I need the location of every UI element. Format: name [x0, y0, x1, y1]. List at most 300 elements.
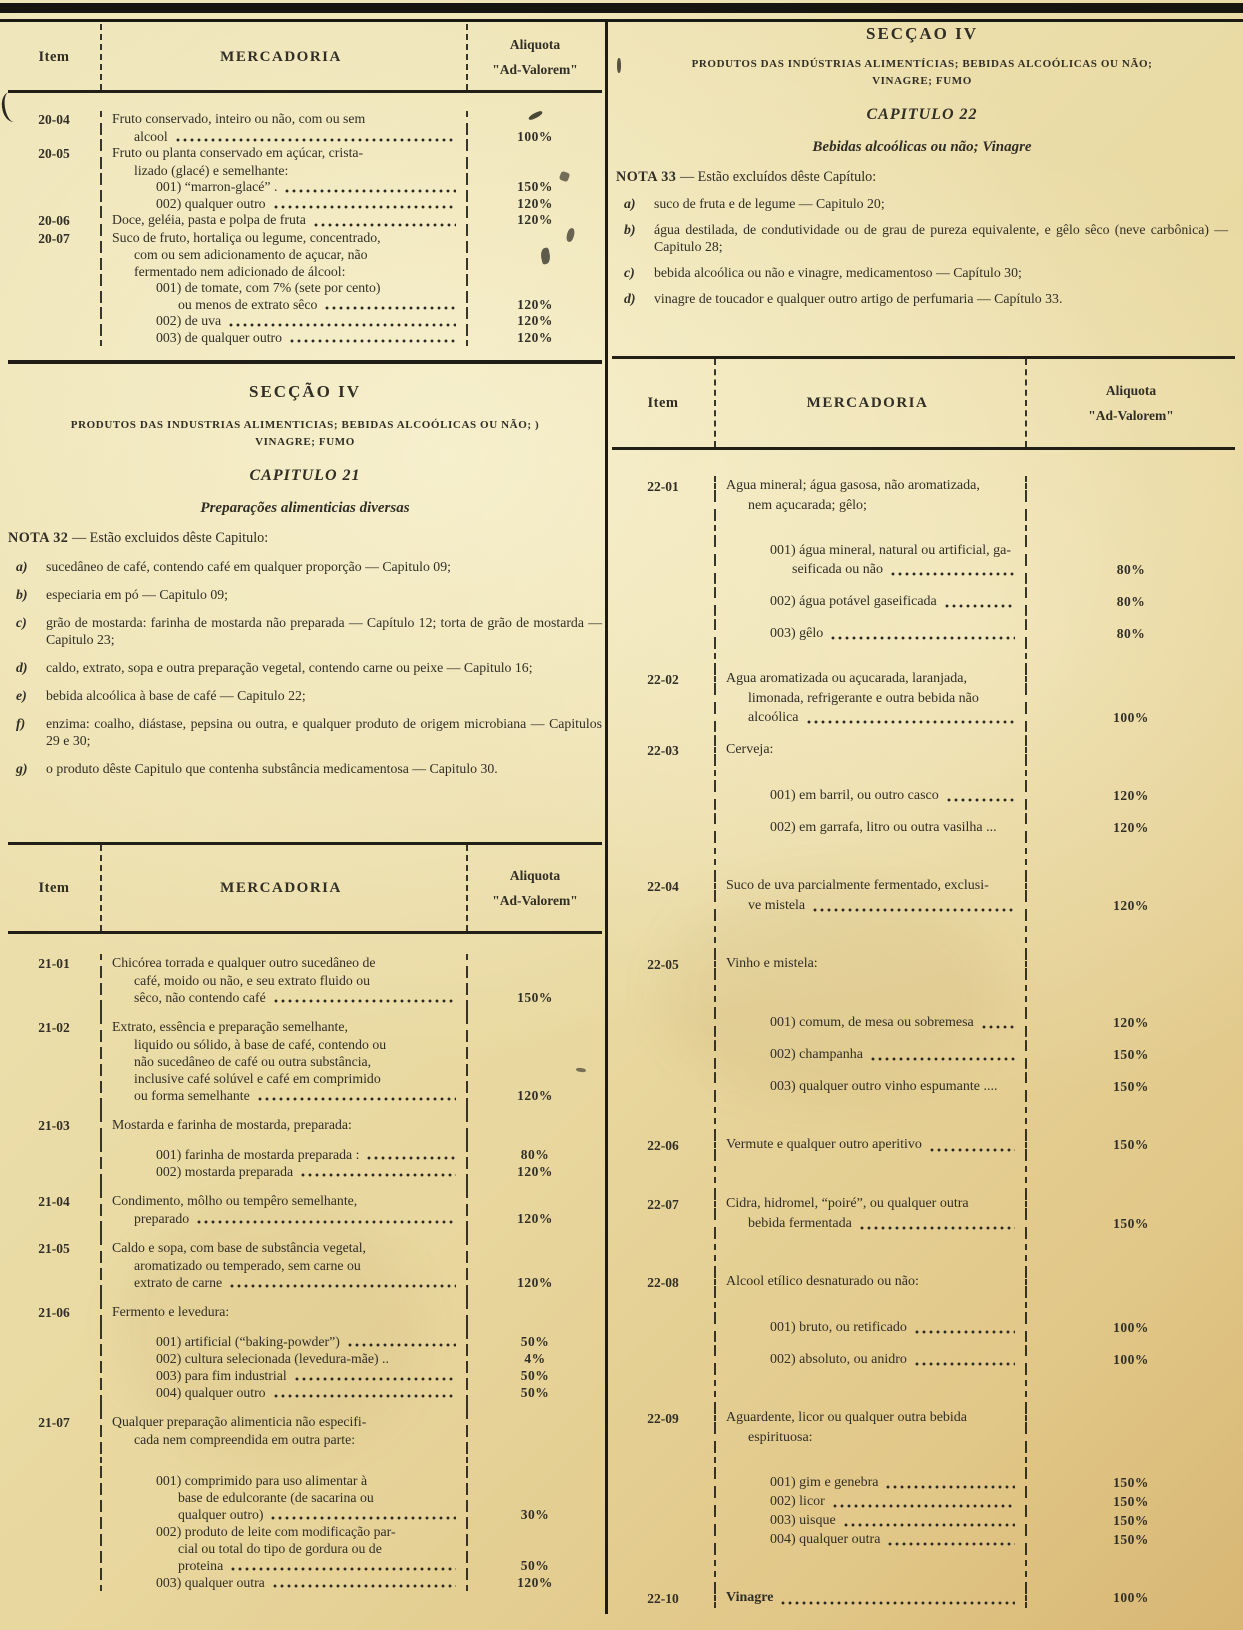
- dotted-leader: [290, 339, 456, 343]
- table-row: [8, 1523, 602, 1540]
- table-row: [8, 1367, 602, 1384]
- mercadoria-cell: [100, 1574, 468, 1591]
- table-gap: [612, 805, 1235, 818]
- table-gap: [612, 611, 1235, 624]
- aliquota-value: [468, 1540, 602, 1557]
- item-code: [8, 1472, 100, 1489]
- mercadoria-cell: [714, 1013, 1027, 1032]
- table-row: [612, 541, 1235, 560]
- dotted-leader: [781, 1601, 1015, 1605]
- aliquota-value: [468, 1116, 602, 1134]
- mercadoria-cell: [100, 163, 468, 180]
- aliquota-value: 50%: [520, 1368, 550, 1383]
- table-row: [8, 163, 602, 180]
- mercadoria-cell: [714, 541, 1027, 560]
- dotted-leader: [285, 189, 456, 193]
- aliquota-value: [468, 1431, 602, 1448]
- table-row: [612, 818, 1235, 837]
- item-code: [8, 1540, 100, 1557]
- table-row: [8, 1210, 602, 1227]
- item-code: [8, 1367, 100, 1384]
- description-text: 001) farinha de mostarda preparada :: [156, 1147, 360, 1162]
- aliquota-value: [1027, 541, 1235, 560]
- mercadoria-cell: [714, 515, 1027, 541]
- item-code: [8, 1291, 100, 1303]
- description-text: ou forma semelhante: [134, 1088, 250, 1103]
- header-mercadoria: MERCADORIA: [100, 24, 468, 90]
- item-code: [612, 818, 714, 837]
- table-row: [612, 1428, 1235, 1447]
- description-text: 002) licor: [770, 1494, 825, 1509]
- table-gap: [612, 727, 1235, 740]
- dotted-leader: [301, 1173, 456, 1177]
- description-text: base de edulcorante (de sacarina ou: [178, 1490, 374, 1505]
- item-code: [8, 1227, 100, 1239]
- item-code: [8, 297, 100, 314]
- description-text: café, moido ou não, e seu extrato fluido ou: [134, 973, 371, 988]
- aliquota-value: [468, 1291, 602, 1303]
- header-aliquota-line2: "Ad-Valorem": [492, 61, 578, 77]
- dotted-leader: [833, 1504, 1015, 1508]
- header-aliquota-line1: Aliquota: [509, 36, 561, 52]
- item-code: [612, 760, 714, 786]
- table-row: [8, 989, 602, 1006]
- mercadoria-cell: [714, 1214, 1027, 1233]
- mercadoria-cell: [714, 476, 1027, 496]
- description-text: Chicórea torrada e qualquer outro sucedâneo de: [112, 955, 376, 970]
- mercadoria-cell: [714, 915, 1027, 954]
- item-code: [612, 1337, 714, 1350]
- item-code: [8, 1321, 100, 1333]
- aliquota-value: [468, 1523, 602, 1540]
- table-gap: [612, 1155, 1235, 1194]
- table-row: [8, 1540, 602, 1557]
- aliquota-value: [1027, 496, 1235, 515]
- description-text: bebida fermentada: [748, 1216, 852, 1231]
- chapter-subtitle: Preparações alimenticias diversas: [200, 500, 410, 516]
- dotted-leader: [348, 1343, 456, 1347]
- table-row: [8, 1087, 602, 1104]
- description-text: 004) qualquer outro: [156, 1385, 266, 1400]
- aliquota-value: [1027, 1549, 1235, 1588]
- item-code: [612, 1077, 714, 1096]
- note-text: caldo, extrato, sopa e outra preparação vegetal, contendo carne ou peixe — Capitulo 16;: [46, 660, 533, 675]
- mercadoria-cell: [714, 740, 1027, 760]
- table-row: [8, 196, 602, 213]
- nota-heading: [8, 530, 602, 547]
- aliquota-value: 100%: [1113, 710, 1149, 725]
- mercadoria-cell: [714, 760, 1027, 786]
- description-text: proteina: [178, 1558, 224, 1573]
- dotted-leader: [807, 720, 1015, 724]
- note-text: especiaria em pó — Capitulo 09;: [46, 587, 228, 602]
- table-row: [612, 1077, 1235, 1096]
- mercadoria-cell: [100, 1257, 468, 1274]
- table-row: [612, 1530, 1235, 1549]
- aliquota-value: 150%: [517, 179, 553, 194]
- table-gap: [8, 1321, 602, 1333]
- aliquota-value: [468, 954, 602, 972]
- note-item-c: [8, 614, 602, 648]
- table-row: [8, 179, 602, 196]
- description-text: não sucedâneo de café ou outra substância,: [134, 1054, 372, 1069]
- mercadoria-cell: [714, 643, 1027, 669]
- item-code: [612, 896, 714, 915]
- item-code: [612, 1447, 714, 1473]
- item-code: 21-05: [38, 1241, 70, 1256]
- item-code: 21-07: [38, 1415, 70, 1430]
- item-code: [8, 1506, 100, 1523]
- aliquota-value: 150%: [1113, 1137, 1149, 1152]
- table-row: [612, 1194, 1235, 1214]
- note-item-d: [8, 659, 602, 676]
- aliquota-value: 150%: [1113, 1532, 1149, 1547]
- header-aliquota-line2: "Ad-Valorem": [1088, 407, 1174, 423]
- item-code: [8, 1523, 100, 1540]
- mercadoria-cell: [100, 1367, 468, 1384]
- header-item: Item: [647, 394, 679, 411]
- description-text: 001) em barril, ou outro casco: [770, 788, 939, 803]
- table-row: [612, 624, 1235, 643]
- table-row: [612, 876, 1235, 896]
- description-text: ve mistela: [748, 898, 806, 913]
- item-code: [8, 1104, 100, 1116]
- note-item-a: [616, 195, 1228, 212]
- nota-text: — Estão excluidos dêste Capitulo:: [68, 530, 269, 546]
- item-code: [612, 837, 714, 876]
- mercadoria-cell: [714, 689, 1027, 708]
- mercadoria-cell: [100, 145, 468, 163]
- description-text: nem açucarada; gêlo;: [748, 498, 867, 513]
- item-code: 20-06: [38, 213, 70, 228]
- mercadoria-cell: [100, 1413, 468, 1431]
- aliquota-value: [1027, 643, 1235, 669]
- item-code: [612, 1369, 714, 1408]
- mercadoria-cell: [100, 1210, 468, 1227]
- table-row: [8, 1070, 602, 1087]
- aliquota-value: [468, 247, 602, 264]
- item-code: [612, 541, 714, 560]
- dotted-leader: [888, 1542, 1015, 1546]
- mercadoria-cell: [714, 1588, 1027, 1608]
- dotted-leader: [229, 323, 456, 327]
- mercadoria-cell: [714, 1135, 1027, 1155]
- description-text: 003) gêlo: [770, 626, 824, 641]
- table-gap: [8, 1448, 602, 1472]
- aliquota-value: [1027, 669, 1235, 689]
- aliquota-value: [468, 264, 602, 281]
- mercadoria-cell: [100, 1018, 468, 1036]
- aliquota-value: 120%: [517, 1575, 553, 1590]
- table-gap: [8, 1180, 602, 1192]
- aliquota-value: 120%: [1113, 898, 1149, 913]
- table-row: [8, 1472, 602, 1489]
- ink-smudge: [617, 58, 621, 73]
- mercadoria-cell: [714, 1155, 1027, 1194]
- item-code: 21-01: [38, 956, 70, 971]
- mercadoria-cell: [714, 1194, 1027, 1214]
- mercadoria-cell: [100, 330, 468, 347]
- mercadoria-cell: [100, 1104, 468, 1116]
- aliquota-value: [468, 1413, 602, 1431]
- dotted-leader: [197, 1220, 456, 1224]
- table-row: [612, 1350, 1235, 1369]
- aliquota-value: 150%: [1113, 1216, 1149, 1231]
- mercadoria-cell: [100, 1431, 468, 1448]
- item-code: [8, 972, 100, 989]
- table-gap: [612, 1233, 1235, 1272]
- mercadoria-cell: [714, 611, 1027, 624]
- tariff-table-chapter21: [8, 842, 602, 1603]
- item-code: 20-04: [38, 112, 70, 127]
- header-aliquota: [468, 845, 602, 931]
- dotted-leader: [860, 1226, 1015, 1230]
- mercadoria-cell: [100, 1489, 468, 1506]
- mercadoria-cell: [100, 1180, 468, 1192]
- aliquota-value: [1027, 1155, 1235, 1194]
- description-text: 004) qualquer outra: [770, 1532, 881, 1547]
- aliquota-value: [468, 1192, 602, 1210]
- mercadoria-cell: [714, 954, 1027, 974]
- aliquota-value: 120%: [517, 1088, 553, 1103]
- mercadoria-cell: [714, 1032, 1027, 1045]
- description-text: qualquer outro): [178, 1507, 264, 1522]
- mercadoria-cell: [100, 1227, 468, 1239]
- table-gap: [612, 1292, 1235, 1318]
- description-text: fermentado nem adicionado de álcool:: [134, 263, 346, 279]
- mercadoria-cell: [100, 1036, 468, 1053]
- description-text: 002) cultura selecionada (levedura-mãe) ..: [156, 1351, 389, 1366]
- aliquota-value: [1027, 760, 1235, 786]
- mercadoria-cell: [714, 974, 1027, 1013]
- note-item-g: [8, 760, 602, 777]
- section-subtitle-line2: VINAGRE; FUMO: [255, 436, 355, 448]
- note-item-b: [616, 221, 1228, 255]
- header-aliquota: [1027, 359, 1235, 447]
- item-code: 22-06: [647, 1138, 679, 1153]
- aliquota-value: [1027, 1032, 1235, 1045]
- table-gap: [612, 1096, 1235, 1135]
- description-text: extrato de carne: [134, 1275, 223, 1290]
- table-row: [8, 954, 602, 972]
- table-gap: [612, 643, 1235, 669]
- item-code: 20-07: [38, 230, 70, 246]
- dotted-leader: [844, 1523, 1015, 1527]
- mercadoria-cell: [100, 1163, 468, 1180]
- item-code: [8, 1274, 100, 1291]
- aliquota-value: 50%: [520, 1334, 550, 1349]
- table-row: [612, 476, 1235, 496]
- description-text: 001) bruto, ou retificado: [770, 1320, 907, 1335]
- aliquota-value: [1027, 1337, 1235, 1350]
- mercadoria-cell: [714, 560, 1027, 579]
- section-title: SECÇÃO IV: [249, 382, 361, 401]
- table-row: [612, 896, 1235, 915]
- note-letter: e): [16, 688, 27, 703]
- table-row: [612, 496, 1235, 515]
- item-code: [8, 1257, 100, 1274]
- nota-heading: [616, 169, 1228, 186]
- table-row: [8, 972, 602, 989]
- aliquota-value: [1027, 1064, 1235, 1077]
- table-row: [8, 1257, 602, 1274]
- item-code: 21-06: [38, 1305, 70, 1320]
- mercadoria-cell: [100, 129, 468, 146]
- description-text: 001) “marron-glacé” .: [156, 179, 278, 194]
- description-text: lizado (glacé) e semelhante:: [134, 162, 289, 178]
- table-body: [612, 450, 1235, 1620]
- mercadoria-cell: [100, 1350, 468, 1367]
- header-mercadoria: MERCADORIA: [100, 845, 468, 931]
- section-chapter21: [8, 382, 602, 777]
- description-text: Cidra, hidromel, “poiré”, ou qualquer outra: [726, 1196, 969, 1211]
- mercadoria-cell: [714, 1473, 1027, 1492]
- description-text: ou menos de extrato sêco: [178, 296, 318, 312]
- aliquota-value: [468, 1239, 602, 1257]
- aliquota-value: 4%: [524, 1351, 546, 1366]
- mercadoria-cell: [100, 313, 468, 330]
- aliquota-value: 30%: [520, 1507, 550, 1522]
- mercadoria-cell: [714, 727, 1027, 740]
- aliquota-value: 150%: [1113, 1513, 1149, 1528]
- item-code: [612, 1064, 714, 1077]
- item-code: [8, 1384, 100, 1401]
- item-code: [612, 560, 714, 579]
- note-text: grão de mostarda: farinha de mostarda não preparada — Capítulo 12; torta de grão de mostarda — Capitulo 23;: [46, 615, 602, 647]
- item-code: [612, 1492, 714, 1511]
- description-text: inclusive café solúvel e café em comprimido: [134, 1071, 381, 1086]
- item-code: [8, 1557, 100, 1574]
- mercadoria-cell: [100, 1116, 468, 1134]
- dotted-leader: [831, 636, 1015, 640]
- mercadoria-cell: [714, 1337, 1027, 1350]
- aliquota-value: 100%: [1113, 1352, 1149, 1367]
- description-text: 001) de tomate, com 7% (sete por cento): [156, 280, 381, 295]
- description-text: espirituosa:: [748, 1430, 813, 1445]
- aliquota-value: [468, 1303, 602, 1321]
- aliquota-value: 120%: [517, 313, 553, 328]
- aliquota-value: 120%: [1113, 788, 1149, 803]
- description-text: Extrato, essência e preparação semelhante,: [112, 1019, 348, 1034]
- note-item-f: [8, 715, 602, 749]
- mercadoria-cell: [100, 1523, 468, 1540]
- description-text: Vinagre: [726, 1590, 774, 1605]
- aliquota-value: [1027, 611, 1235, 624]
- mercadoria-cell: [714, 708, 1027, 727]
- description-text: com ou sem adicionamento de açucar, não: [134, 247, 368, 262]
- dotted-leader: [274, 1394, 456, 1398]
- description-text: 002) champanha: [770, 1047, 863, 1062]
- aliquota-value: 80%: [1116, 626, 1146, 641]
- note-item-d: [616, 290, 1228, 307]
- mercadoria-cell: [100, 1070, 468, 1087]
- table-gap: [612, 974, 1235, 1013]
- mercadoria-cell: [100, 1006, 468, 1018]
- mercadoria-cell: [714, 1369, 1027, 1408]
- header-mercadoria: MERCADORIA: [714, 359, 1027, 447]
- header-aliquota-line1: Aliquota: [1105, 382, 1157, 398]
- aliquota-value: [1027, 579, 1235, 592]
- table-row: [8, 264, 602, 281]
- mercadoria-cell: [100, 989, 468, 1006]
- mercadoria-cell: [100, 1557, 468, 1574]
- description-text: 003) de qualquer outro: [156, 329, 283, 345]
- description-text: 002) em garrafa, litro ou outra vasilha ...: [770, 820, 997, 835]
- item-code: [8, 1333, 100, 1350]
- aliquota-value: 120%: [517, 212, 553, 227]
- item-code: [8, 129, 100, 146]
- mercadoria-cell: [714, 1511, 1027, 1530]
- description-text: 002) produto de leite com modificação par-: [156, 1524, 396, 1539]
- mercadoria-cell: [100, 280, 468, 297]
- mercadoria-cell: [714, 786, 1027, 805]
- item-code: [8, 1163, 100, 1180]
- note-item-b: [8, 586, 602, 603]
- item-code: 22-09: [647, 1411, 679, 1426]
- table-row: [8, 230, 602, 248]
- description-text: alcool: [134, 128, 168, 144]
- note-letter: g): [16, 761, 28, 776]
- table-body: [8, 93, 602, 360]
- item-code: 22-04: [647, 879, 679, 894]
- item-code: [612, 689, 714, 708]
- dotted-leader: [271, 1516, 456, 1520]
- table-header: [612, 359, 1235, 450]
- table-gap: [612, 760, 1235, 786]
- item-code: 21-03: [38, 1118, 70, 1133]
- mercadoria-cell: [714, 1045, 1027, 1064]
- item-code: [8, 1134, 100, 1146]
- dotted-leader: [947, 798, 1015, 802]
- item-code: 22-01: [647, 479, 679, 494]
- item-code: [8, 1036, 100, 1053]
- note-text: o produto dêste Capitulo que contenha substância medicamentosa — Capitulo 30.: [46, 761, 498, 776]
- description-text: Caldo e sopa, com base de substância vegetal,: [112, 1240, 367, 1255]
- mercadoria-cell: [100, 1087, 468, 1104]
- mercadoria-cell: [714, 1549, 1027, 1588]
- nota-label: NOTA 32: [8, 530, 69, 546]
- table-row: [8, 111, 602, 129]
- aliquota-value: [468, 1257, 602, 1274]
- item-code: [612, 579, 714, 592]
- note-text: suco de fruta e de legume — Capitulo 20;: [654, 196, 885, 211]
- table-gap: [612, 1369, 1235, 1408]
- dotted-leader: [367, 1156, 456, 1160]
- mercadoria-cell: [714, 1492, 1027, 1511]
- item-code: [8, 1401, 100, 1413]
- item-code: [612, 786, 714, 805]
- table-row: [612, 1588, 1235, 1608]
- dotted-leader: [982, 1025, 1015, 1029]
- item-code: [8, 313, 100, 330]
- aliquota-value: [1027, 1194, 1235, 1214]
- item-code: 22-02: [647, 672, 679, 687]
- note-item-c: [616, 264, 1228, 281]
- aliquota-value: [1027, 1233, 1235, 1272]
- note-text: enzima: coalho, diástase, pepsina ou outra, e qualquer produto de origem microbiana — Capitulos 29 e 30;: [46, 716, 602, 748]
- aliquota-value: 50%: [520, 1558, 550, 1573]
- section-subtitle-line1: PRODUTOS DAS INDUSTRIAS ALIMENTICIAS; BEBIDAS ALCOÓLICAS OU NÃO; ): [70, 419, 540, 431]
- aliquota-value: [1027, 974, 1235, 1013]
- item-code: [8, 179, 100, 196]
- aliquota-value: [1027, 1408, 1235, 1428]
- item-code: 22-05: [647, 957, 679, 972]
- item-code: [612, 1032, 714, 1045]
- table-row: [612, 1272, 1235, 1292]
- description-text: Fermento e levedura:: [112, 1304, 230, 1319]
- mercadoria-cell: [714, 1350, 1027, 1369]
- description-text: 001) comum, de mesa ou sobremesa: [770, 1015, 974, 1030]
